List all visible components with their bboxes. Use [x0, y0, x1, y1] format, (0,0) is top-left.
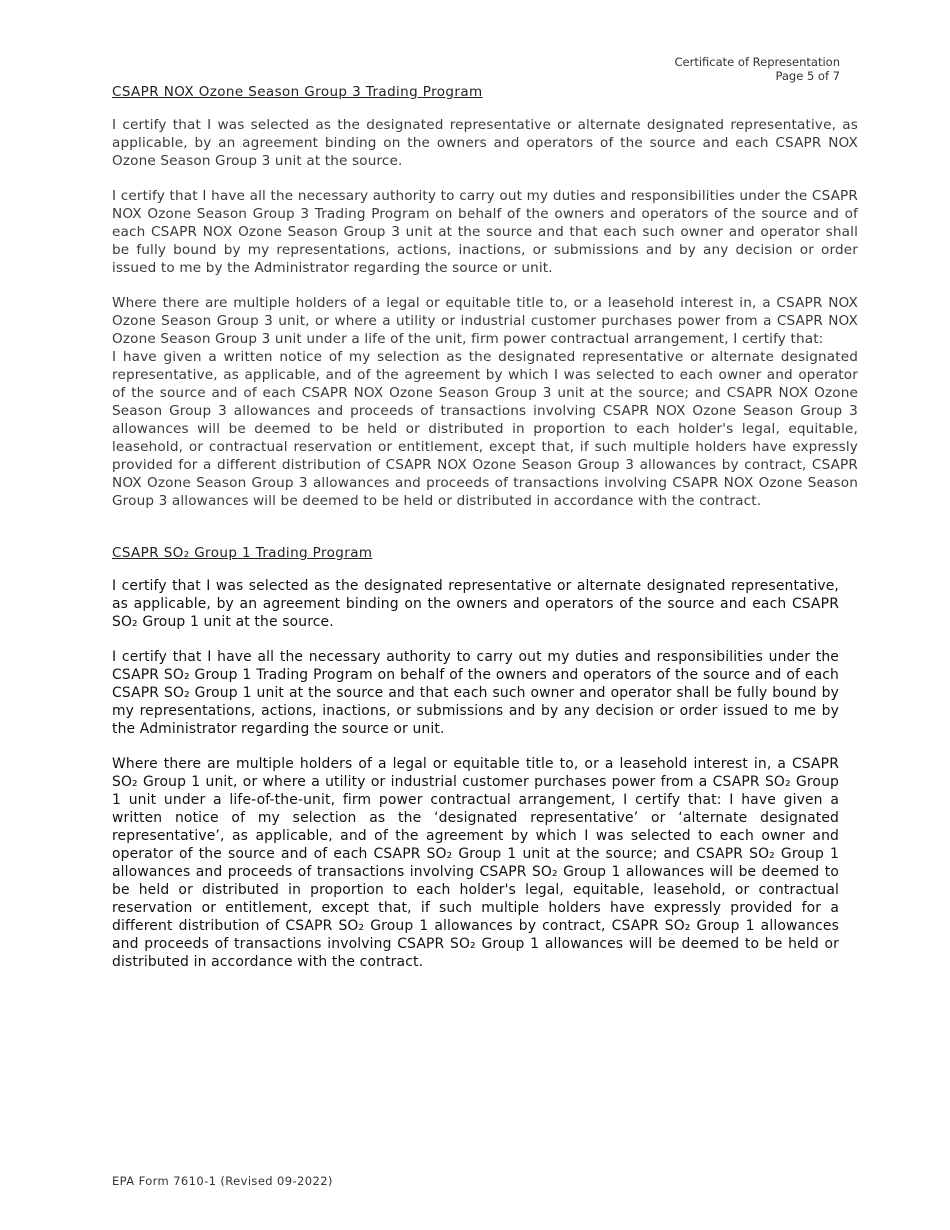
nox-paragraph-multiple-holders: Where there are multiple holders of a legal or equitable title to, or a leasehold interest in, a CSAPR NOX Ozone Season Group 3 unit, or where a utility or industrial customer purchases power from a CSAPR NOX Ozone Season Group 3 unit under a life of the unit, firm power contractual arrangement, I certify that: [112, 295, 858, 347]
page-number: Page 5 of 7 [775, 69, 840, 83]
page-header [675, 55, 840, 83]
nox-paragraph-selection: I certify that I was selected as the designated representative or alternate designated representative, as applicable, by an agreement binding on the owners and operators of the source and each CSAPR NOX Ozone Season Group 3 unit at the source. [112, 117, 858, 169]
nox-section-title: CSAPR NOX Ozone Season Group 3 Trading Program [112, 84, 483, 100]
document-title: Certificate of Representation [674, 55, 840, 69]
nox-paragraph-authority: I certify that I have all the necessary authority to carry out my duties and responsibilities under the CSAPR NOX Ozone Season Group 3 Trading Program on behalf of the owners and operators of the source and of each CSAPR NOX Ozone Season Group 3 unit at the source and that each such owner and operator shall be fully bound by my representations, actions, inactions, or submissions and by any decision or order issued to me by the Administrator regarding the source or unit. [112, 188, 858, 276]
nox-section [112, 84, 858, 527]
form-footer: EPA Form 7610-1 (Revised 09-2022) [112, 1174, 333, 1188]
so2-section-title: CSAPR SO₂ Group 1 Trading Program [112, 545, 373, 561]
so2-paragraph-selection: I certify that I was selected as the designated representative or alternate designated representative, as applicable, by an agreement binding on the owners and operators of the source and each CSAPR SO₂ Group 1 unit at the source. [112, 578, 839, 630]
nox-paragraph-written-notice: I have given a written notice of my selection as the designated representative or alternate designated representative, as applicable, and of the agreement by which I was selected to each owner and operator of the source and of each CSAPR NOX Ozone Season Group 3 unit at the source; and CSAPR NOX Ozone Season Group 3 allowances and proceeds of transactions involving CSAPR NOX Ozone Season Group 3 allowances will be deemed to be held or distributed in proportion to each holder's legal, equitable, leasehold, or contractual reservation or entitlement, except that, if such multiple holders have expressly provided for a different distribution of CSAPR NOX Ozone Season Group 3 allowances by contract, CSAPR NOX Ozone Season Group 3 allowances and proceeds of transactions involving CSAPR NOX Ozone Season Group 3 allowances will be deemed to be held or distributed in accordance with the contract. [112, 349, 858, 509]
so2-paragraph-multiple-holders: Where there are multiple holders of a legal or equitable title to, or a leasehold interest in, a CSAPR SO₂ Group 1 unit, or where a utility or industrial customer purchases power from a CSAPR SO₂ Group 1 unit under a life-of-the-unit, firm power contractual arrangement, I certify that: I have given a written notice of my selection as the ‘designated representative’ or ‘alternate designated representative’, as applicable, and of the agreement by which I was selected to each owner and operator of the source and of each CSAPR SO₂ Group 1 unit at the source; and CSAPR SO₂ Group 1 allowances and proceeds of transactions involving CSAPR SO₂ Group 1 allowances will be deemed to be held or distributed in proportion to each holder's legal, equitable, leasehold, or contractual reservation or entitlement, except that, if such multiple holders have expressly provided for a different distribution of CSAPR SO₂ Group 1 allowances by contract, CSAPR SO₂ Group 1 allowances and proceeds of transactions involving CSAPR SO₂ Group 1 allowances will be deemed to be held or distributed in accordance with the contract. [112, 756, 839, 970]
so2-section [112, 545, 839, 988]
so2-paragraph-authority: I certify that I have all the necessary authority to carry out my duties and responsibilities under the CSAPR SO₂ Group 1 Trading Program on behalf of the owners and operators of the source and of each CSAPR SO₂ Group 1 unit at the source and that each such owner and operator shall be fully bound by my representations, actions, inactions, or submissions and by any decision or order issued to me by the Administrator regarding the source or unit. [112, 649, 839, 737]
